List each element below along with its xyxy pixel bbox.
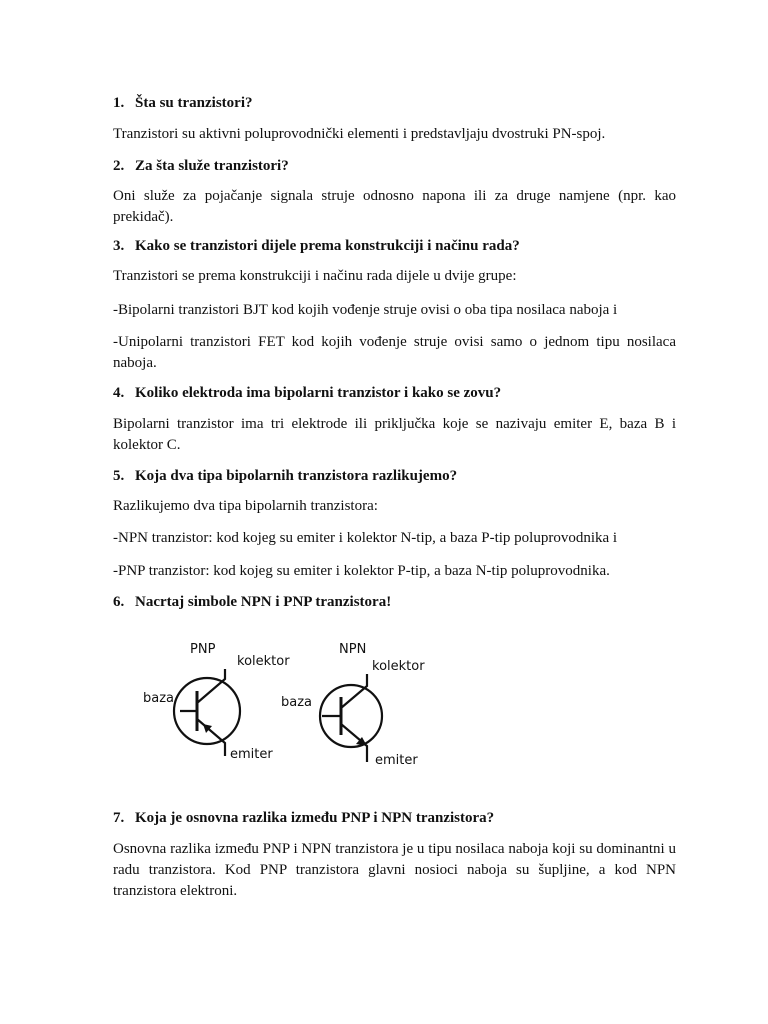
npn-base-label: baza: [281, 695, 313, 710]
pnp-title-label: PNP: [190, 642, 216, 657]
answer-2: Oni služe za pojačanje signala struje odnosno napona ili za druge namjene (npr. kao prekidač).: [113, 188, 676, 225]
transistor-symbols-figure: [140, 636, 440, 776]
npn-symbol: [281, 642, 425, 768]
answer-3-unipolar: -Unipolarni tranzistori FET kod kojih vođenje struje ovisi samo o jednom tipu nosilaca naboja.: [113, 334, 676, 371]
pnp-symbol: [143, 642, 290, 762]
pnp-emitter-lead: [197, 719, 225, 756]
answer-1: Tranzistori su aktivni poluprovodnički elementi i predstavljaju dvostruki PN-spoj.: [113, 126, 606, 142]
question-5: 5. Koja dva tipa bipolarnih tranzistora razlikujemo?: [113, 468, 458, 484]
answer-5-intro: Razlikujemo dva tipa bipolarnih tranzistora:: [113, 498, 378, 514]
answer-3-intro: Tranzistori se prema konstrukciji i načinu rada dijele u dvije grupe:: [113, 268, 517, 284]
answer-3-bipolar: -Bipolarni tranzistori BJT kod kojih vođenje struje ovisi o oba tipa nosilaca naboja i: [113, 302, 618, 318]
answer-5-pnp: -PNP tranzistor: kod kojeg su emiter i kolektor P-tip, a baza N-tip poluprovodnika.: [113, 563, 610, 579]
question-1: 1. Šta su tranzistori?: [113, 95, 253, 111]
answer-5-npn: -NPN tranzistor: kod kojeg su emiter i kolektor N-tip, a baza P-tip poluprovodnika i: [113, 530, 618, 546]
pnp-base-label: baza: [143, 691, 175, 706]
npn-emitter-label: emiter: [375, 753, 418, 768]
pnp-emitter-label: emiter: [230, 747, 273, 762]
pnp-collector-label: kolektor: [237, 654, 290, 669]
question-3: 3. Kako se tranzistori dijele prema konstrukciji i načinu rada?: [113, 238, 520, 254]
question-6: 6. Nacrtaj simbole NPN i PNP tranzistora!: [113, 594, 392, 610]
question-7: 7. Koja je osnovna razlika između PNP i NPN tranzistora?: [113, 810, 495, 826]
pnp-collector-lead: [197, 669, 225, 703]
npn-title-label: NPN: [339, 642, 367, 657]
answer-7: Osnovna razlika između PNP i NPN tranzistora je u tipu nosilaca naboja koji su dominantni u radu tranzistora. Kod PNP tranzistora glavni nosioci naboja su šupljine, a kod NPN tranzistora elektroni.: [113, 841, 676, 899]
npn-collector-lead: [341, 674, 367, 708]
question-4: 4. Koliko elektroda ima bipolarni tranzistor i kako se zovu?: [113, 385, 502, 401]
answer-4: Bipolarni tranzistor ima tri elektrode ili priključka koje se nazivaju emiter E, baza B i kolektor C.: [113, 416, 676, 453]
question-2: 2. Za šta služe tranzistori?: [113, 158, 289, 174]
npn-collector-label: kolektor: [372, 659, 425, 674]
